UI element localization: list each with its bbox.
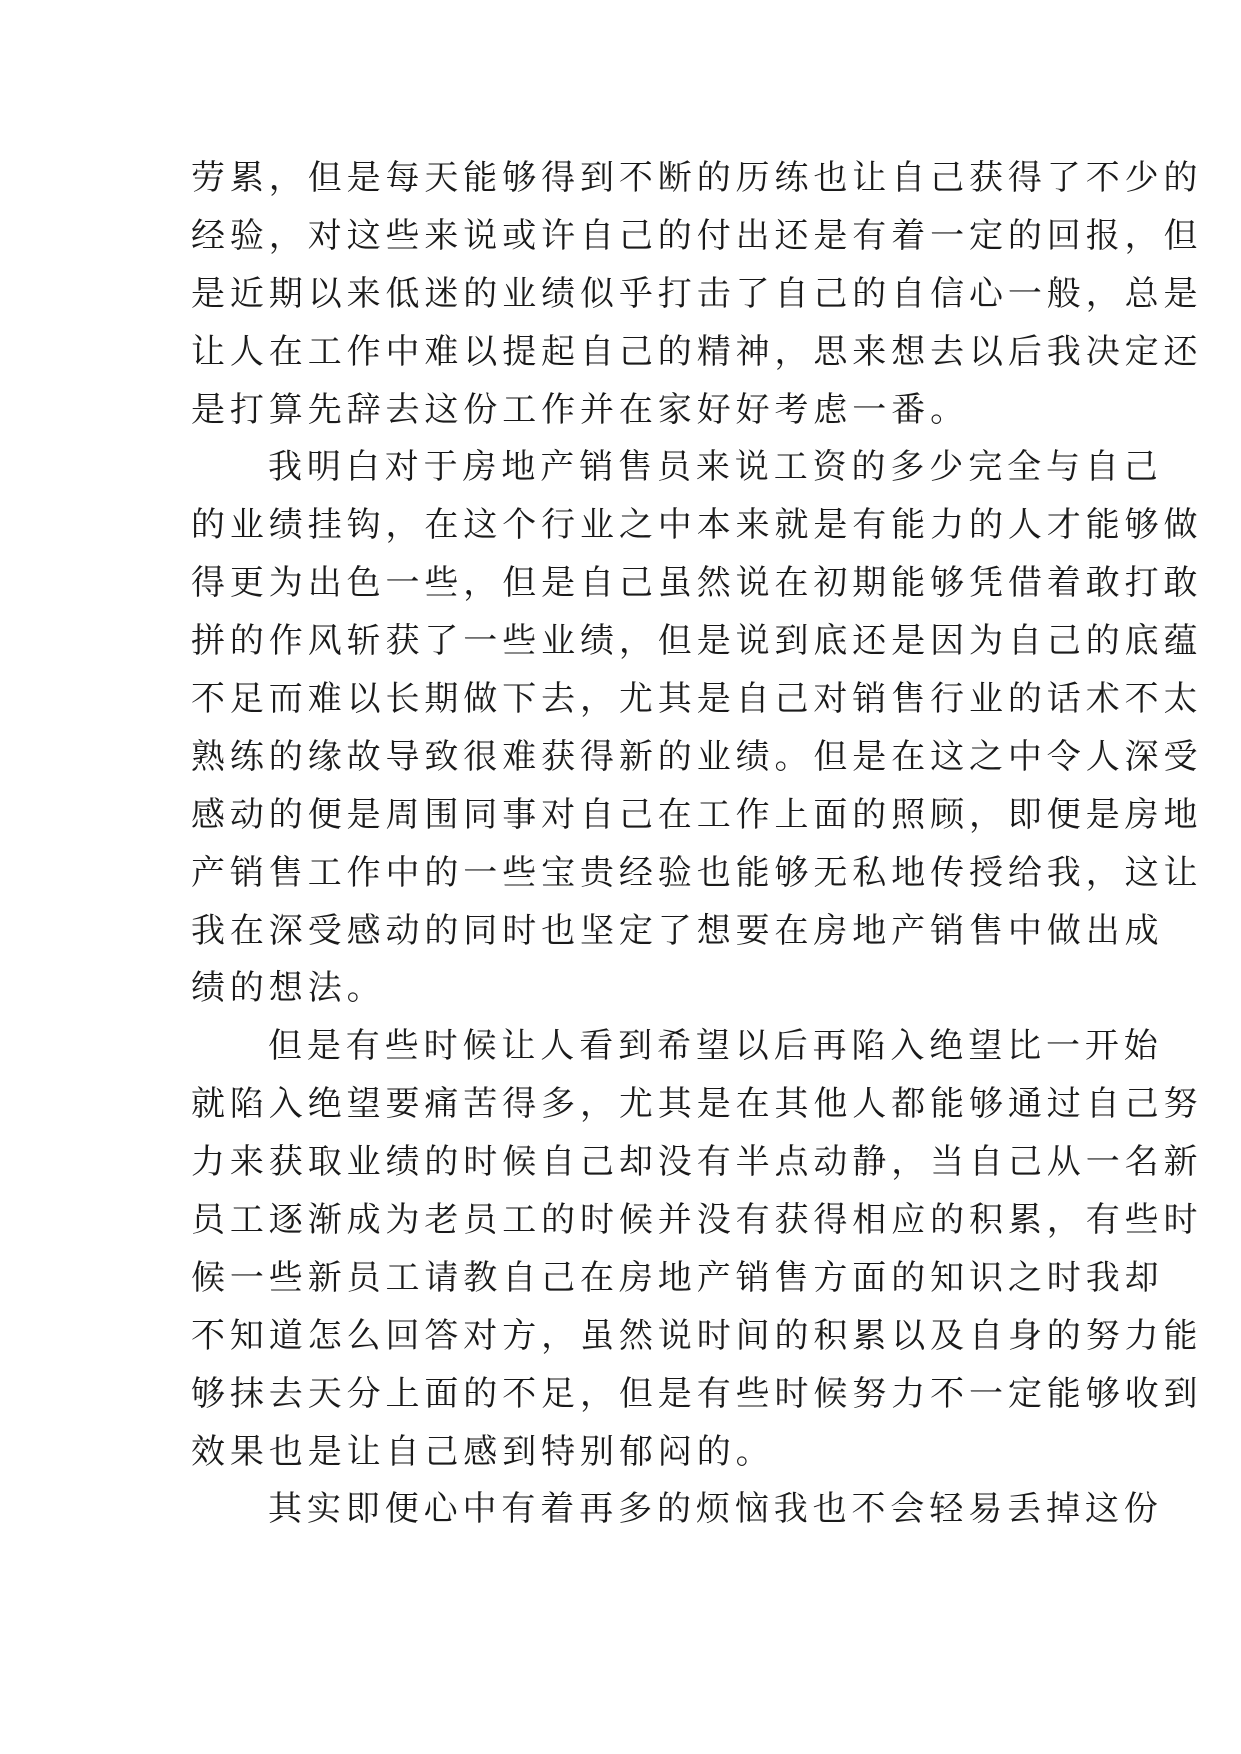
text-line: 候一些新员工请教自己在房地产销售方面的知识之时我却 (191, 1257, 1164, 1298)
text-line: 的业绩挂钩，在这个行业之中本来就是有能力的人才能够做 (191, 505, 1203, 546)
text-line: 不足而难以长期做下去，尤其是自己对销售行业的话术不太 (191, 679, 1203, 720)
text-line: 让人在工作中难以提起自己的精神，思来想去以后我决定还 (191, 331, 1203, 372)
paragraph-start-line: 我明白对于房地产销售员来说工资的多少完全与自己 (268, 447, 1163, 488)
text-line: 产销售工作中的一些宝贵经验也能够无私地传授给我，这让 (191, 852, 1203, 893)
paragraph-start-line: 其实即便心中有着再多的烦恼我也不会轻易丢掉这份 (268, 1489, 1163, 1530)
text-line: 不知道怎么回答对方，虽然说时间的积累以及自身的努力能 (191, 1315, 1203, 1356)
text-line: 够抹去天分上面的不足，但是有些时候努力不一定能够收到 (191, 1373, 1203, 1414)
body-text (191, 150, 1203, 1539)
paragraph-start-line: 但是有些时候让人看到希望以后再陷入绝望比一开始 (268, 1026, 1163, 1067)
text-line: 绩的想法。 (191, 968, 386, 1009)
text-line: 经验，对这些来说或许自己的付出还是有着一定的回报，但 (191, 215, 1203, 256)
text-line: 效果也是让自己感到特别郁闷的。 (191, 1431, 775, 1472)
text-line: 得更为出色一些，但是自己虽然说在初期能够凭借着敢打敢 (191, 563, 1203, 604)
text-line: 力来获取业绩的时候自己却没有半点动静，当自己从一名新 (191, 1142, 1203, 1183)
text-line: 我在深受感动的同时也坚定了想要在房地产销售中做出成 (191, 910, 1164, 951)
text-line: 劳累，但是每天能够得到不断的历练也让自己获得了不少的 (191, 158, 1203, 198)
text-line: 就陷入绝望要痛苦得多，尤其是在其他人都能够通过自己努 (191, 1084, 1203, 1125)
text-line: 拼的作风斩获了一些业绩，但是说到底还是因为自己的底蕴 (191, 621, 1203, 662)
text-line: 员工逐渐成为老员工的时候并没有获得相应的积累，有些时 (191, 1200, 1203, 1241)
text-line: 熟练的缘故导致很难获得新的业绩。但是在这之中令人深受 (191, 736, 1203, 777)
text-line: 是近期以来低迷的业绩似乎打击了自己的自信心一般，总是 (191, 273, 1203, 314)
text-line: 感动的便是周围同事对自己在工作上面的照顾，即便是房地 (191, 794, 1203, 835)
text-line: 是打算先辞去这份工作并在家好好考虑一番。 (191, 389, 969, 430)
